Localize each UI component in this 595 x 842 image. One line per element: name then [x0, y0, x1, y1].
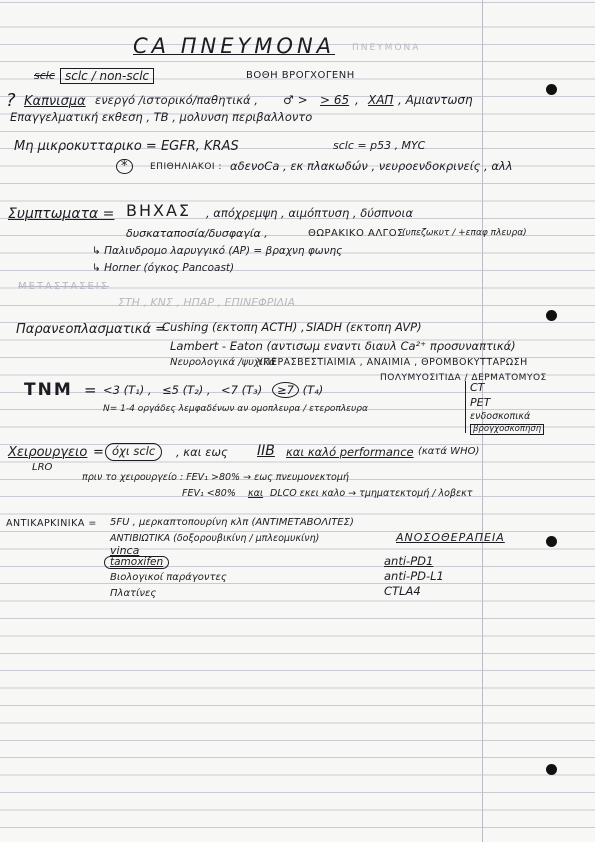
- t1-text: <3 (T₁) ,: [103, 383, 152, 397]
- t3-text: <7 (T₃): [221, 383, 263, 397]
- anti-pd1-text: anti-PD1: [384, 554, 434, 568]
- lro-text: LRO: [32, 462, 53, 473]
- immunotherapy-heading: ΑΝΟΣΟΘΕΡΑΠΕΙΑ: [396, 531, 505, 544]
- anticancer-heading: ΑΝΤΙΚΑΡΚΙΝΙΚΑ =: [6, 518, 97, 529]
- comma: ,: [355, 93, 359, 107]
- and-text: και: [248, 488, 264, 499]
- t4-value: ≥7: [272, 382, 299, 398]
- cough-text: ΒΗΧΑΣ: [126, 201, 192, 220]
- male-symbol: ♂ >: [283, 93, 308, 107]
- faint-title: ΠΝΕΥΜΟΝΑ: [352, 43, 421, 53]
- bracket-line: [465, 381, 466, 433]
- crossed-text: sclc: [34, 69, 55, 82]
- ctla4-text: CTLA4: [384, 584, 421, 598]
- t4-text: [272, 385, 323, 397]
- question-mark: ?: [6, 90, 16, 111]
- hypercalcemia-text: ΥΠΕΡΑΣΒΕΣΤΙΑΙΜΙΑ , ΑΝΑΙΜΙΑ , ΘΡΟΜΒΟΚΥΤΤΑΡΩΣΗ: [257, 357, 528, 368]
- tnm-equals: =: [84, 381, 98, 399]
- surgery-equals: =: [93, 445, 104, 460]
- punch-hole: [546, 84, 557, 95]
- punch-hole: [546, 536, 557, 547]
- epithelial-heading: ΕΠΙΘΗΛΙΑΚΟΙ :: [150, 162, 222, 172]
- ct-text: CT: [470, 381, 485, 394]
- fev1-over-80: πριν το χειρουργείο : FEV₁ >80% → εως πνευμονεκτομή: [82, 472, 349, 483]
- punch-hole: [546, 764, 557, 775]
- antimetabolites-text: 5FU , μερκαπτοπουρίνη κλπ (ΑΝΤΙΜΕΤΑΒΟΛΙΤΕΣ): [110, 517, 354, 528]
- endoscopy-text: ενδοσκοπικά: [470, 411, 531, 422]
- epithelial-types: αδενοCa , εκ πλακωδών , νευροενδοκρινείς , αλλ: [230, 159, 513, 173]
- chest-pain-detail: (υπεζωκυτ / +επαφ πλευρα): [402, 228, 527, 238]
- n-stage-text: N= 1-4 οργάδες λεμφαδένων αν ομοπλευρα / ετεροπλευρα: [103, 404, 368, 414]
- nsclc-mutations: Μη μικροκυτταρικο = EGFR, KRAS: [14, 139, 239, 154]
- stage-iib-text: IIB: [257, 443, 275, 459]
- not-sclc-label: όχι sclc: [105, 443, 162, 461]
- punch-hole: [546, 310, 557, 321]
- platins-text: Πλατίνες: [110, 588, 157, 599]
- chest-pain-text: ΘΩΡΑΚΙΚΟ ΑΛΓΟΣ: [308, 228, 404, 239]
- age-text: > 65: [320, 93, 350, 107]
- non-sclc-text: / non-sclc: [91, 69, 150, 83]
- asbestos-text: , Αμιαντωση: [398, 93, 473, 107]
- faint-metastases-sites: ΣΤΗ , ΚΝΣ , ΗΠΑΡ , ΕΠΙΝΕΦΡΙΔΙΑ: [118, 296, 295, 309]
- tamoxifen-text: tamoxifen: [104, 556, 169, 569]
- performance-text: και καλό performance: [286, 445, 414, 459]
- risk-line-2: Επαγγελματική εκθεση , TB , μολυνση περιβαλλοντο: [10, 110, 313, 124]
- t4-label: (T₄): [302, 383, 324, 397]
- lambert-eaton-text: Lambert - Eaton (αντισωμ εναντι διαυλ Ca²⁺ προσυναπτικά): [170, 339, 516, 353]
- bronchoscopy-text: βρογχοσκοπηση: [470, 424, 544, 435]
- copd-text: ΧΑΠ: [368, 93, 394, 107]
- pet-text: PET: [470, 396, 491, 409]
- tnm-label: TNM: [24, 380, 73, 400]
- recurrent-laryngeal-text: ↳ Παλινδρομο λαρυγγικό (ΑΡ) = βραχνη φωνης: [92, 245, 343, 257]
- smoking-detail: ενεργό /ιστορικό/παθητικά ,: [95, 93, 258, 107]
- symptoms-list: , απόχρεμψη , αιμόπτυση , δύσπνοια: [206, 206, 414, 220]
- antibiotics-text: ΑΝΤΙΒΙΩΤΙΚΑ (δοξορουβικίνη / μπλεομυκίνη): [110, 533, 320, 544]
- vinca-text: vinca: [110, 544, 140, 557]
- anti-pdl1-text: anti-PD-L1: [384, 569, 444, 583]
- neuro-text: Νευρολογικά /ψυχικά: [170, 357, 276, 368]
- smoking-text: Καπνισμα: [24, 94, 86, 109]
- sclc-mutations: sclc = p53 , MYC: [333, 139, 426, 152]
- horner-text: ↳ Horner (όγκος Pancoast): [92, 262, 235, 274]
- biologics-text: Βιολογικοί παράγοντες: [110, 572, 227, 583]
- t2-text: ≤5 (T₂) ,: [162, 383, 211, 397]
- paraneoplastic-heading: Παρανεοπλασματικά =: [16, 322, 167, 337]
- siadh-text: SIADH (εκτοπη AVP): [306, 320, 422, 334]
- cushing-text: Cushing (εκτοπη ACTH) ,: [162, 320, 305, 334]
- bronchogenic-text: ΒΟΘΗ ΒΡΟΓΧΟΓΕΝΗ: [246, 70, 355, 81]
- dysphagia-text: δυσκαταποσία/δυσφαγία ,: [126, 227, 268, 240]
- page-title: CA ΠΝΕΥΜΟΝΑ: [133, 34, 336, 58]
- faint-metastases-heading: ΜΕΤΑΣΤΑΣΕΙΣ: [18, 281, 110, 292]
- sclc-text: sclc: [65, 69, 88, 83]
- polymyositis-text: ΠΟΛΥΜΥΟΣΙΤΙΔΑ / ΔΕΡΜΑΤΟΜΥΟΣ: [380, 373, 547, 383]
- star-symbol: *: [116, 159, 133, 174]
- symptoms-heading: Συμπτωματα =: [8, 206, 115, 222]
- surgery-heading: Χειρουργειο: [8, 445, 88, 460]
- who-text: (κατά WHO): [418, 446, 480, 457]
- dlco-text: DLCO εκει καλο → τμηματεκτομή / λοβεκτ: [270, 488, 473, 499]
- sclc-box-label: [60, 68, 154, 84]
- fev1-under-80: FEV₁ <80%: [182, 488, 236, 499]
- and-up-to-text: , και εως: [176, 445, 228, 459]
